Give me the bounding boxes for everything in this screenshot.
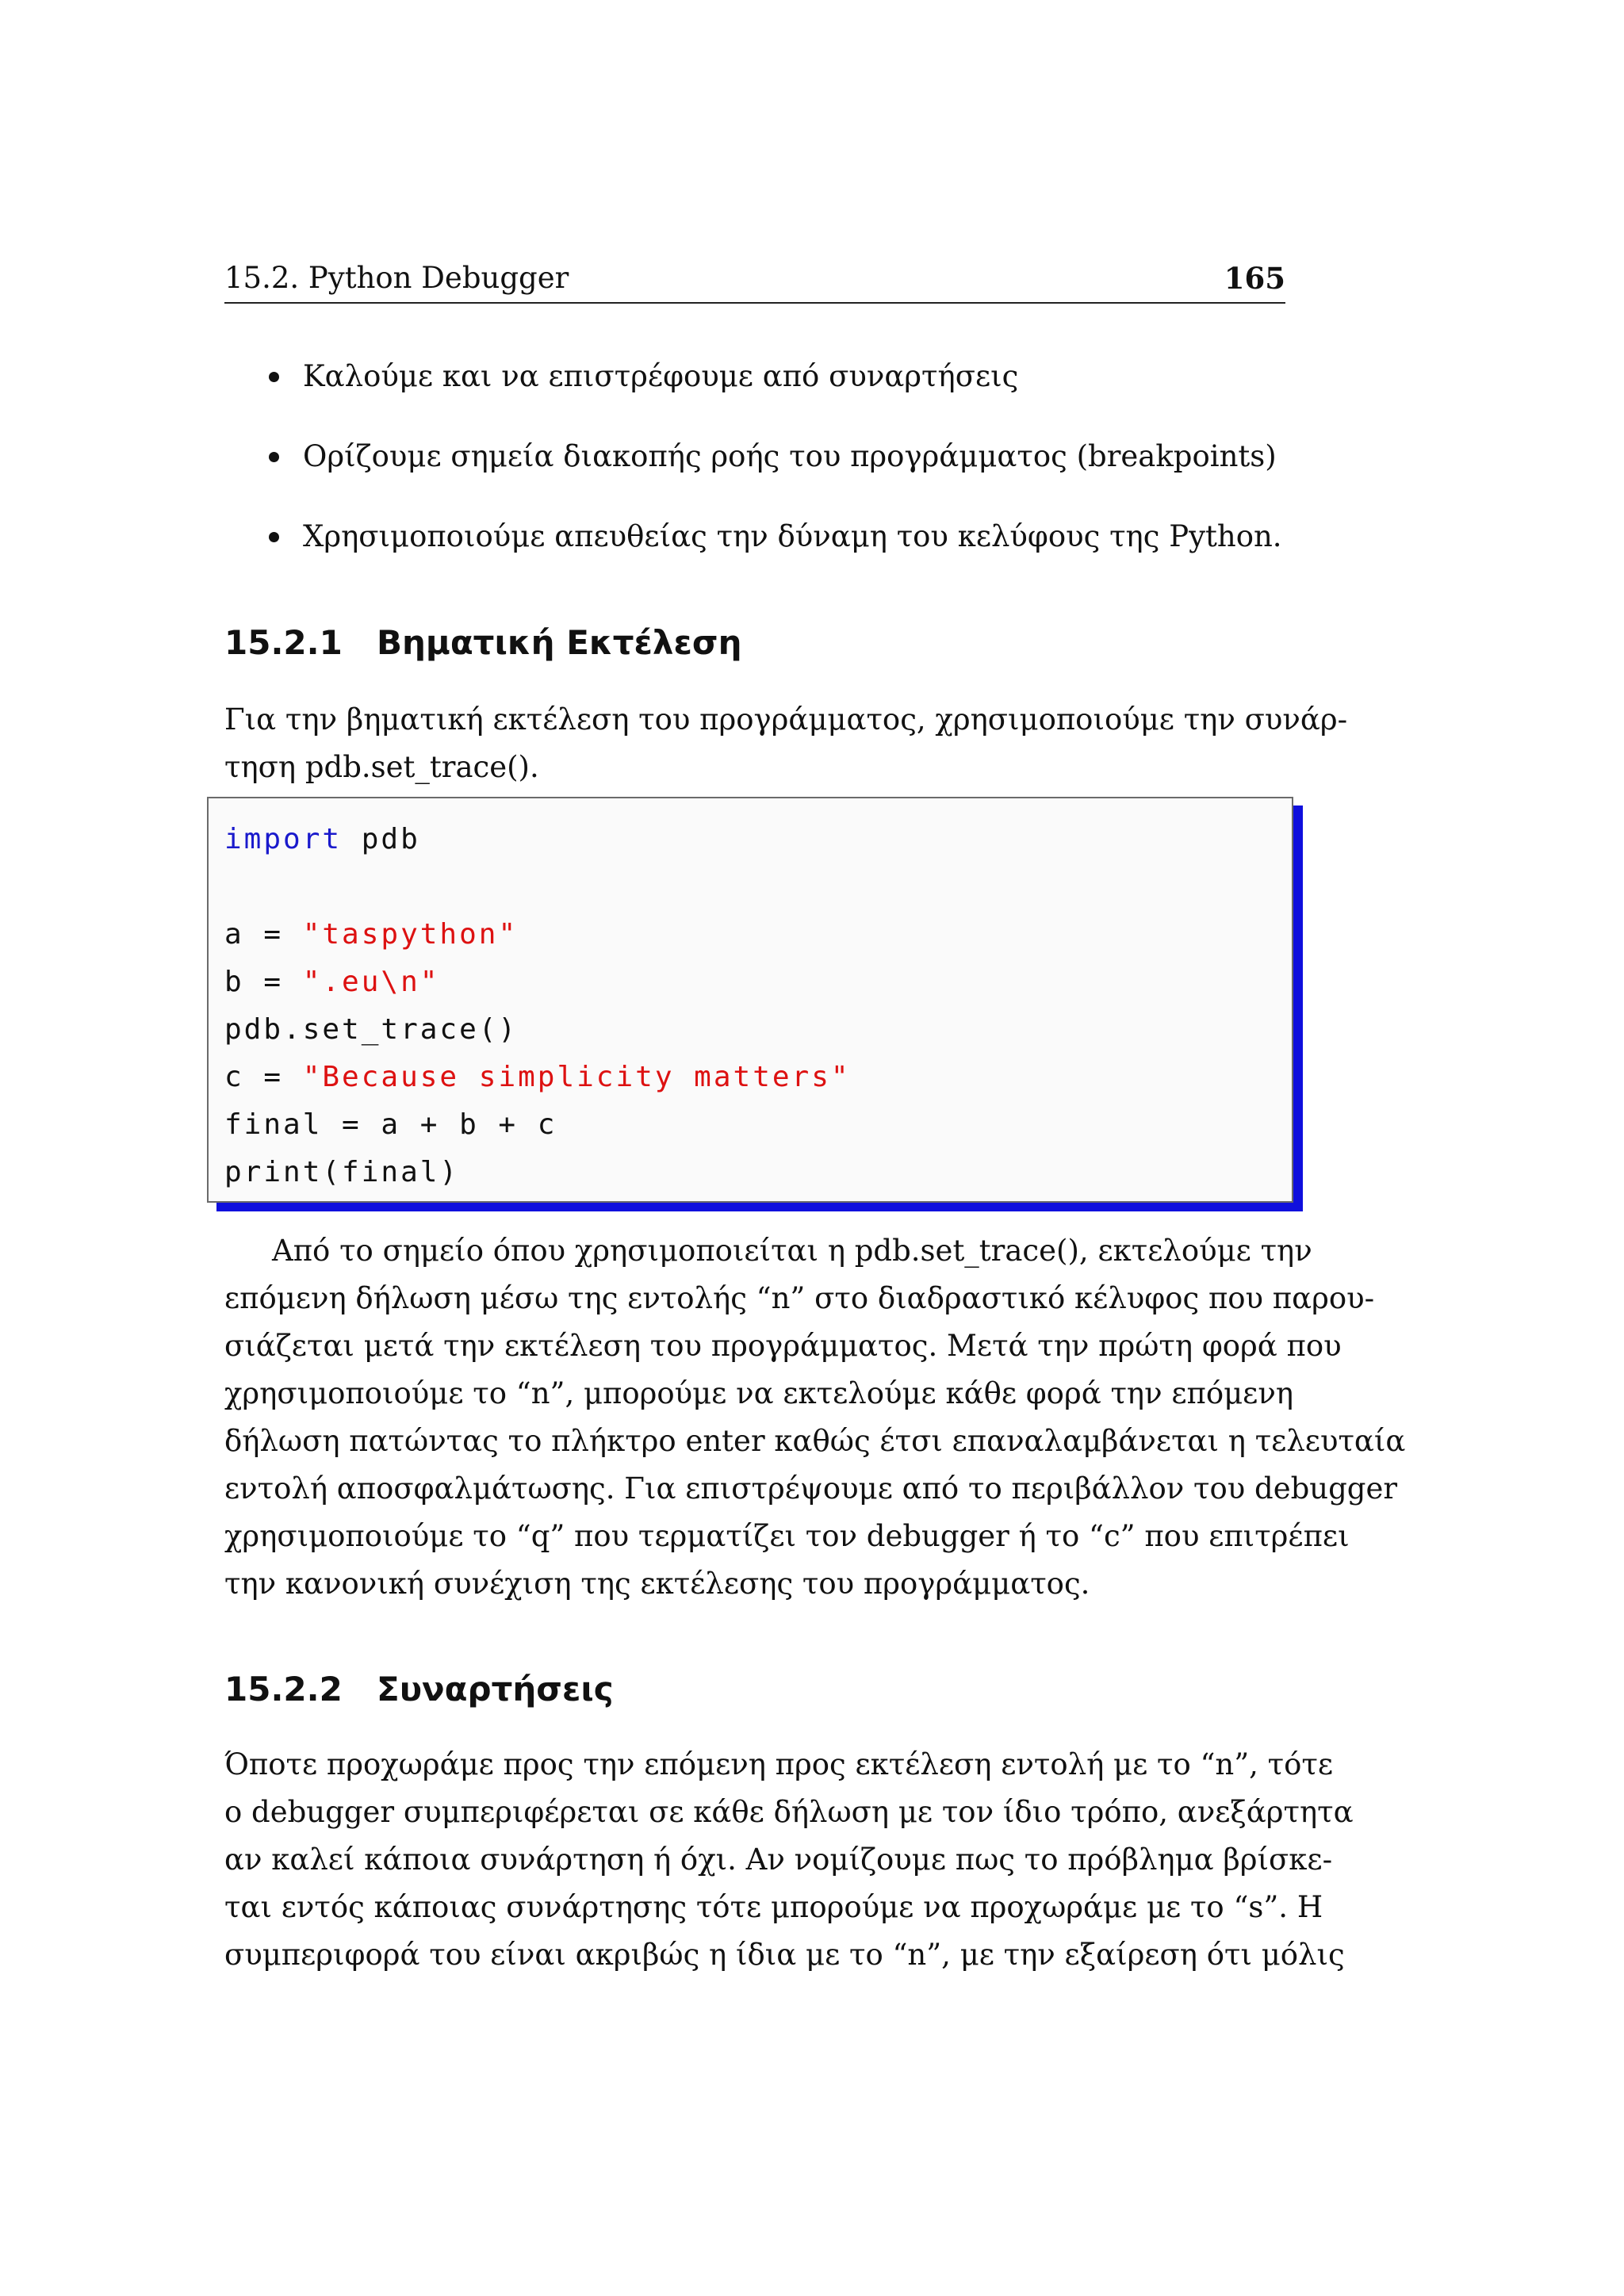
code-keyword: import <box>224 823 343 855</box>
code-line <box>224 1054 851 1101</box>
running-header <box>224 258 1285 304</box>
list-item <box>224 353 1285 433</box>
section-intro-paragraph <box>224 696 1348 791</box>
paragraph-line: αν καλεί κάποια συνάρτηση ή όχι. Αν νομίζουμε πως το πρόβλημα βρίσκε- <box>224 1843 1333 1877</box>
paragraph-line: επόμενη δήλωση μέσω της εντολής “n” στο διαδραστικό κέλυφος που παρου- <box>224 1281 1375 1315</box>
code-string: "taspython" <box>302 918 519 951</box>
explanation-paragraph <box>224 1227 1406 1608</box>
paragraph-line: ο debugger συμπεριφέρεται σε κάθε δήλωση με τον ίδιο τρόπο, ανεξάρτητα <box>224 1795 1354 1829</box>
code-line: print(final) <box>224 1156 460 1188</box>
paragraph-line: δήλωση πατώντας το πλήκτρο enter καθώς έτσι επαναλαμβάνεται η τελευταία <box>224 1424 1406 1458</box>
page-number: 165 <box>1224 261 1285 296</box>
section-title: Συναρτήσεις <box>377 1670 614 1709</box>
functions-paragraph <box>224 1741 1354 1979</box>
section-number: 15.2.1 <box>224 623 343 662</box>
code-lines <box>224 816 851 1196</box>
paragraph-line: Από το σημείο όπου χρησιμοποιείται η pdb.set_trace(), εκτελούμε την <box>272 1234 1312 1268</box>
section-heading-stepwise <box>224 623 741 662</box>
paragraph-line: εντολή αποσφαλμάτωσης. Για επιστρέψουμε από το περιβάλλον του debugger <box>224 1471 1398 1506</box>
code-line-blank <box>224 863 851 911</box>
bullet-icon <box>269 372 279 382</box>
header-section-title: 15.2. Python Debugger <box>224 261 569 295</box>
list-item-text: Καλούμε και να επιστρέφουμε από συναρτήσεις <box>303 359 1019 393</box>
code-text: pdb <box>342 823 420 855</box>
paragraph-line: ται εντός κάποιας συνάρτησης τότε μπορούμε να προχωράμε με το “s”. Η <box>224 1890 1323 1924</box>
code-text: c = <box>224 1061 303 1093</box>
paragraph-line: την κανονική συνέχιση της εκτέλεσης του προγράμματος. <box>224 1567 1090 1601</box>
code-line: pdb.set_trace() <box>224 1013 519 1046</box>
list-item <box>224 433 1285 513</box>
code-text: a = <box>224 918 303 951</box>
code-string: ".eu\n" <box>302 966 440 998</box>
bullet-icon <box>269 532 279 542</box>
list-item <box>224 513 1285 593</box>
list-item-text: Χρησιμοποιούμε απευθείας την δύναμη του κελύφους της Python. <box>303 519 1282 553</box>
paragraph-line: συμπεριφορά του είναι ακριβώς η ίδια με το “n”, με την εξαίρεση ότι μόλις <box>224 1938 1345 1972</box>
code-line: final = a + b + c <box>224 1108 557 1141</box>
code-text: b = <box>224 966 303 998</box>
code-line <box>224 816 851 863</box>
section-number: 15.2.2 <box>224 1670 343 1709</box>
paragraph-line: χρησιμοποιούμε το “n”, μπορούμε να εκτελούμε κάθε φορά την επόμενη <box>224 1376 1293 1410</box>
paragraph-line: Για την βηματική εκτέλεση του προγράμματος, χρησιμοποιούμε την συνάρ- <box>224 702 1348 737</box>
list-item-text: Ορίζουμε σημεία διακοπής ροής του προγράμματος (breakpoints) <box>303 439 1277 473</box>
bullet-list <box>224 353 1285 593</box>
code-line <box>224 911 851 959</box>
paragraph-line: Όποτε προχωράμε προς την επόμενη προς εκτέλεση εντολή με το “n”, τότε <box>224 1747 1334 1781</box>
paragraph-line: τηση pdb.set_trace(). <box>224 750 539 784</box>
paragraph-line: χρησιμοποιούμε το “q” που τερματίζει τον debugger ή το “c” που επιτρέπει <box>224 1519 1350 1553</box>
bullet-icon <box>269 452 279 462</box>
section-heading-functions <box>224 1670 614 1709</box>
code-string: "Because simplicity matters" <box>302 1061 851 1093</box>
code-line <box>224 959 851 1006</box>
code-block <box>207 797 1293 1203</box>
section-title: Βηματική Εκτέλεση <box>377 623 742 662</box>
paragraph-line: σιάζεται μετά την εκτέλεση του προγράμματος. Μετά την πρώτη φορά που <box>224 1329 1342 1363</box>
